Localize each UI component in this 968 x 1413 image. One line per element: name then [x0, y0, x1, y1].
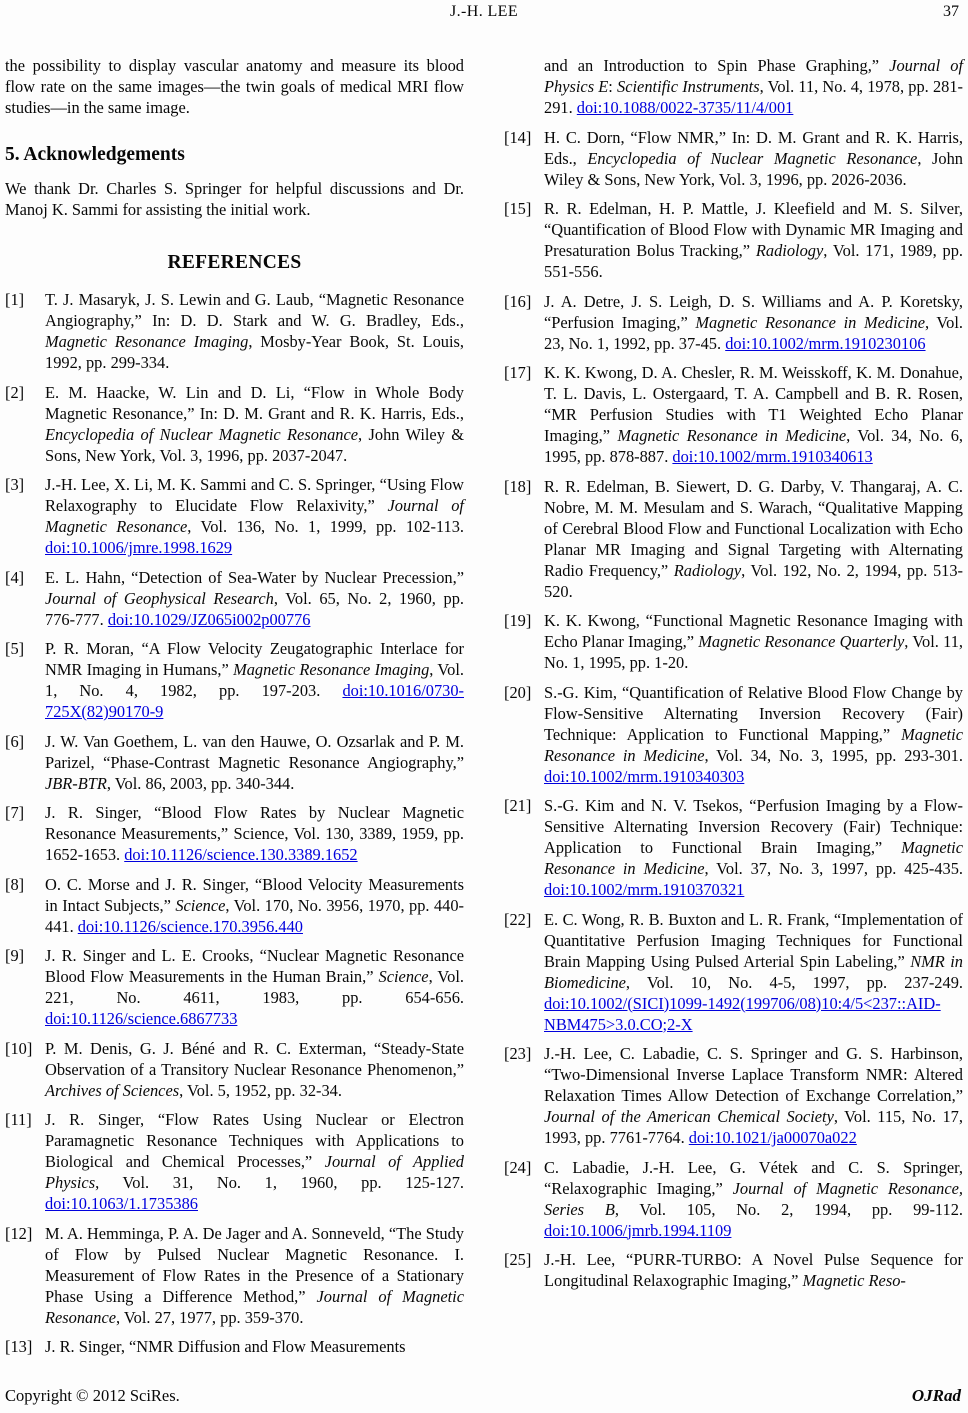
references-list-right: [504, 55, 963, 1291]
acknowledgements-paragraph: We thank Dr. Charles S. Springer for helpful discussions and Dr. Manoj K. Sammi for assisting the initial work.: [5, 179, 464, 219]
citation-text: M. A. Hemminga, P. A. De Jager and A. Sonneveld, “The Study of Flow by Pulsed Nuclear Magnetic Resonance. I. Measurement of Flow Rates in the Presence of a Stationary Phase Using a Difference Method,”: [45, 1223, 464, 1306]
reference-text: [45, 802, 464, 865]
citation-text: J.-H. Lee, X. Li, M. K. Sammi and C. S. Springer, “Using Flow Relaxography to Elucidate Flow Relaxivity,”: [45, 475, 464, 515]
journal-title: Journal of Applied Physics: [45, 1152, 464, 1192]
doi-link[interactable]: doi:10.1126/science.130.3389.1652: [124, 845, 358, 864]
reference-item: [5, 1109, 464, 1214]
citation-text: J. A. Detre, J. S. Leigh, D. S. Williams and A. P. Koretsky, “Perfusion Imaging,”: [544, 291, 963, 332]
reference-continuation: [504, 55, 963, 118]
reference-item: [504, 682, 963, 787]
reference-text: [45, 638, 464, 722]
reference-text: [544, 795, 963, 900]
reference-number: [12]: [5, 1223, 33, 1243]
reference-text: [45, 1336, 464, 1357]
citation-text: , Vol. 27, 1977, pp. 359-370.: [116, 1307, 304, 1327]
doi-link[interactable]: doi:10.1029/JZ065i002p00776: [107, 609, 311, 629]
reference-text: [45, 382, 464, 466]
doi-link[interactable]: doi:10.1002/mrm.1910370321: [544, 880, 745, 899]
reference-item: [504, 909, 963, 1035]
references-list-left: [5, 289, 464, 1357]
reference-number: [7]: [5, 803, 25, 822]
reference-item: [504, 198, 963, 282]
reference-item: [5, 1336, 464, 1357]
citation-text: J. R. Singer, “Blood Flow Rates by Nuclear Magnetic Resonance Measurements,” Science, Vol. 130, 3389, 1959, pp. 1652-1653.: [45, 803, 464, 864]
reference-text: [544, 55, 963, 118]
reference-item: [5, 731, 464, 794]
journal-title: Journal of the American Chemical Society: [544, 1107, 834, 1126]
reference-number: [25]: [504, 1250, 532, 1269]
citation-text: E. M. Haacke, W. Lin and D. Li, “Flow in Whole Body Magnetic Resonance,” In: D. M. Grant and R. K. Harris, Eds.,: [45, 382, 464, 423]
citation-text: , Vol. 221, No. 4611, 1983, pp. 654-656.: [45, 967, 464, 1007]
reference-number: [17]: [504, 363, 532, 382]
doi-link[interactable]: doi:10.1016/0730-725X(82)90170-9: [45, 681, 464, 721]
journal-title: Magnetic Resonance in Medicine: [544, 724, 963, 765]
acknowledgements-heading: 5. Acknowledgements: [5, 144, 185, 165]
reference-item: [5, 1223, 464, 1328]
reference-item: [504, 1157, 963, 1241]
citation-text: J. R. Singer, “NMR Diffusion and Flow Measurements: [45, 1337, 406, 1356]
references-heading: REFERENCES: [167, 252, 302, 273]
reference-number: [16]: [504, 291, 532, 311]
citation-text: , John Wiley & Sons, New York, Vol. 3, 1996, pp. 2037-2047.: [45, 424, 464, 465]
citation-text: C. Labadie, J.-H. Lee, G. Vétek and C. S. Springer, “Relaxographic Imaging,”: [544, 1157, 963, 1198]
page-number: 37: [943, 3, 959, 20]
citation-text: :: [608, 77, 618, 96]
reference-number: [1]: [5, 290, 25, 309]
citation-text: , John Wiley & Sons, New York, Vol. 3, 1996, pp. 2026-2036.: [544, 148, 963, 189]
citation-text: , Vol. 34, No. 3, 1995, pp. 293-301.: [704, 745, 964, 765]
reference-text: [544, 291, 963, 354]
two-column-body: [5, 55, 963, 1366]
reference-text: [544, 1249, 963, 1291]
citation-text: R. R. Edelman, H. P. Mattle, J. Kleefield and M. S. Silver, “Quantification of Blood Flow with Dynamic MR Imaging and Presaturation Bolus Tracking,”: [544, 199, 963, 260]
journal-title: Radiology: [755, 241, 824, 260]
reference-text: [45, 874, 464, 937]
reference-text: [544, 1043, 963, 1148]
journal-title: Magnetic Resonance Imaging: [233, 660, 430, 679]
reference-item: [5, 802, 464, 865]
reference-number: [18]: [504, 476, 532, 496]
reference-text: [45, 945, 464, 1029]
citation-text: , Vol. 170, No. 3956, 1970, pp. 440-441.: [45, 895, 464, 936]
reference-text: [45, 289, 464, 373]
journal-title: Magnetic Resonance Quarterly: [698, 632, 905, 651]
doi-link[interactable]: doi:10.1126/science.170.3956.440: [77, 916, 303, 936]
journal-title: JBR-BTR: [45, 773, 107, 793]
citation-text: J. W. Van Goethem, L. van den Hauwe, O. Ozsarlak and P. M. Parizel, “Phase-Contrast Magnetic Resonance Angiography,”: [45, 731, 464, 772]
intro-paragraph: the possibility to display vascular anatomy and measure its blood flow rate on the same images—the twin goals of medical MRI flow studies—in the same image.: [5, 56, 464, 117]
reference-text: [45, 1038, 464, 1101]
citation-text: , Vol. 105, No. 2, 1994, pp. 99-112.: [614, 1199, 963, 1219]
journal-abbreviation: OJRad: [911, 1386, 961, 1405]
journal-title: Journal of Magnetic Resonance: [45, 496, 464, 536]
citation-text: E. C. Wong, R. B. Buxton and L. R. Frank, “Implementation of Quantitative Perfusion Imaging Techniques for Functional Brain Mapping Using Pulsed Arterial Spin Labeling,”: [544, 909, 963, 971]
citation-text: , Vol. 171, 1989, pp. 551-556.: [544, 241, 963, 281]
citation-text: , Vol. 5, 1952, pp. 32-34.: [179, 1080, 342, 1100]
doi-link[interactable]: doi:10.1006/jmre.1998.1629: [45, 538, 233, 557]
journal-title: NMR in Biomedicine: [544, 951, 963, 992]
journal-title: Magnetic Resonance Imaging: [45, 332, 249, 351]
reference-item: [5, 567, 464, 630]
citation-text: , Vol. 10, No. 4-5, 1997, pp. 237-249.: [625, 972, 963, 992]
journal-title: Archives of Sciences: [45, 1080, 180, 1100]
citation-text: , Vol. 11, No. 4, 1978, pp. 281-291.: [544, 77, 964, 117]
right-column: [504, 55, 963, 1366]
journal-title: Radiology: [673, 560, 742, 580]
citation-text: , Vol. 136, No. 1, 1999, pp. 102-113.: [187, 517, 464, 536]
journal-title: Scientific Instruments: [617, 77, 760, 96]
reference-number: [504, 55, 544, 118]
reference-item: [5, 382, 464, 466]
reference-number: [3]: [5, 475, 25, 494]
citation-text: , Vol. 65, No. 2, 1960, pp. 776-777.: [45, 588, 464, 629]
reference-item: [504, 476, 963, 602]
reference-item: [5, 474, 464, 558]
reference-text: [544, 610, 963, 673]
citation-text: and an Introduction to Spin Phase Graphing,”: [544, 56, 890, 75]
citation-text: O. C. Morse and J. R. Singer, “Blood Velocity Measurements in Intact Subjects,”: [45, 874, 464, 915]
reference-number: [2]: [5, 382, 25, 402]
reference-number: [14]: [504, 127, 532, 147]
reference-item: [504, 127, 963, 190]
doi-link[interactable]: doi:10.1063/1.1735386: [45, 1194, 198, 1213]
reference-text: [544, 476, 963, 602]
journal-title: Journal of Physics E: [544, 56, 964, 96]
journal-title: Encyclopedia of Nuclear Magnetic Resonance: [587, 148, 918, 168]
doi-link[interactable]: doi:10.1002/mrm.1910230106: [725, 333, 926, 353]
reference-text: [45, 1109, 464, 1214]
citation-text: , Vol. 86, 2003, pp. 340-344.: [106, 773, 295, 793]
citation-text: E. L. Hahn, “Detection of Sea-Water by Nuclear Precession,”: [45, 567, 464, 587]
reference-item: [504, 795, 963, 900]
doi-link[interactable]: doi:10.1021/ja00070a022: [688, 1128, 857, 1147]
reference-number: [8]: [5, 874, 25, 894]
citation-text: R. R. Edelman, B. Siewert, D. G. Darby, V. Thangaraj, A. C. Nobre, M. M. Mesulam and S. Warach, “Qualitative Mapping of Cerebral Blood Flow and Functional Localization with Echo Planar MR Imaging and Signal Targeting with Alternating Radio Frequency,”: [544, 476, 963, 580]
citation-text: , Mosby-Year Book, St. Louis, 1992, pp. 299-334.: [45, 332, 464, 372]
reference-item: [5, 945, 464, 1029]
journal-title: Magnetic Resonance in Medicine: [617, 426, 847, 445]
reference-item: [5, 289, 464, 373]
reference-item: [504, 291, 963, 354]
left-column: [5, 55, 464, 1366]
citation-text: J.-H. Lee, “PURR-TURBO: A Novel Pulse Sequence for Longitudinal Relaxographic Imaging,”: [544, 1250, 963, 1290]
journal-title: Journal of Geophysical Research: [45, 588, 274, 608]
reference-number: [19]: [504, 611, 532, 630]
reference-number: [22]: [504, 909, 532, 929]
citation-text: , Vol. 1, No. 4, 1982, pp. 197-203.: [45, 660, 464, 700]
reference-text: [45, 731, 464, 794]
reference-number: [6]: [5, 731, 25, 751]
citation-text: , Vol. 115, No. 17, 1993, pp. 7761-7764.: [544, 1107, 963, 1147]
reference-item: [504, 1043, 963, 1148]
doi-link[interactable]: doi:10.1002/mrm.1910340613: [672, 447, 873, 466]
citation-text: , Vol. 34, No. 6, 1995, pp. 878-887.: [544, 426, 963, 466]
citation-text: J. R. Singer and L. E. Crooks, “Nuclear Magnetic Resonance Blood Flow Measurements in the Human Brain,”: [45, 946, 464, 986]
copyright-notice: Copyright © 2012 SciRes.: [5, 1386, 180, 1405]
journal-title: Magnetic Resonance in Medicine: [695, 312, 925, 332]
reference-number: [13]: [5, 1337, 33, 1356]
journal-title: Magnetic Reso-: [802, 1271, 906, 1290]
reference-number: [21]: [504, 796, 532, 815]
doi-link[interactable]: doi:10.1126/science.6867733: [45, 1009, 238, 1028]
citation-text: P. M. Denis, G. J. Béné and R. C. Exterman, “Steady-State Observation of a Transitory Nuclear Resonance Phenomenon,”: [45, 1038, 464, 1079]
reference-number: [10]: [5, 1038, 33, 1058]
reference-text: [544, 682, 963, 787]
journal-title: Encyclopedia of Nuclear Magnetic Resonance: [45, 424, 359, 444]
journal-title: Science: [378, 967, 429, 986]
citation-text: , Vol. 23, No. 1, 1992, pp. 37-45.: [544, 312, 964, 353]
reference-number: [9]: [5, 946, 25, 965]
journal-title: Journal of Magnetic Resonance, Series B: [544, 1178, 963, 1219]
reference-text: [544, 1157, 963, 1241]
doi-link[interactable]: doi:10.1002/(SICI)1099-1492(199706/08)10:4/5<237::AID-NBM475>3.0.CO;2-X: [544, 993, 941, 1034]
reference-number: [5]: [5, 639, 25, 658]
reference-text: [544, 198, 963, 282]
citation-text: S.-G. Kim and N. V. Tsekos, “Perfusion Imaging by a Flow-Sensitive Alternating Inversion Recovery (Fair) Technique: Application to Functional Brain Imaging,”: [544, 796, 963, 857]
reference-number: [23]: [504, 1044, 532, 1063]
running-title: J.-H. LEE: [449, 3, 519, 20]
reference-number: [15]: [504, 199, 532, 218]
citation-text: K. K. Kwong, “Functional Magnetic Resonance Imaging with Echo Planar Imaging,”: [544, 611, 963, 651]
reference-text: [45, 474, 464, 558]
doi-link[interactable]: doi:10.1006/jmrb.1994.1109: [544, 1220, 732, 1240]
reference-text: [45, 567, 464, 630]
reference-text: [544, 127, 963, 190]
reference-number: [11]: [5, 1110, 32, 1129]
doi-link[interactable]: doi:10.1002/mrm.1910340303: [544, 766, 745, 786]
citation-text: K. K. Kwong, D. A. Chesler, R. M. Weisskoff, K. M. Donahue, T. L. Davis, L. Ostergaard, T. A. Campbell and B. R. Rosen, “MR Perfusion Studies with T1 Weighted Echo Planar Imaging,”: [544, 363, 963, 445]
citation-text: , Vol. 11, No. 1, 1995, pp. 1-20.: [544, 632, 964, 672]
citation-text: J. R. Singer, “Flow Rates Using Nuclear or Electron Paramagnetic Resonance Techniques with Applications to Biological and Chemical Processes,”: [45, 1110, 464, 1171]
reference-item: [504, 362, 963, 467]
reference-number: [4]: [5, 567, 25, 587]
citation-text: J.-H. Lee, C. Labadie, C. S. Springer and G. S. Harbinson, “Two-Dimensional Inverse Laplace Transform NMR: Altered Relaxation Times Allow Detection of Exchange Correlation,”: [544, 1044, 963, 1105]
journal-title: Magnetic Resonance in Medicine: [544, 838, 963, 878]
reference-item: [504, 610, 963, 673]
reference-item: [5, 874, 464, 937]
citation-text: , Vol. 37, No. 3, 1997, pp. 425-435.: [704, 859, 964, 878]
citation-text: , Vol. 31, No. 1, 1960, pp. 125-127.: [95, 1173, 464, 1192]
reference-item: [504, 1249, 963, 1291]
citation-text: T. J. Masaryk, J. S. Lewin and G. Laub, “Magnetic Resonance Angiography,” In: D. D. Stark and W. G. Bradley, Eds.,: [45, 290, 464, 330]
citation-text: P. R. Moran, “A Flow Velocity Zeugatographic Interlace for NMR Imaging in Humans,”: [45, 639, 464, 679]
reference-text: [544, 909, 963, 1035]
citation-text: S.-G. Kim, “Quantification of Relative Blood Flow Change by Flow-Sensitive Alternating Inversion Recovery (Fair) Technique: Application to Functional Mapping,”: [544, 682, 963, 744]
journal-title: Journal of Magnetic Resonance: [45, 1286, 464, 1327]
citation-text: , Vol. 192, No. 2, 1994, pp. 513-520.: [544, 560, 963, 601]
reference-number: [20]: [504, 682, 532, 702]
reference-text: [45, 1223, 464, 1328]
journal-title: Science: [175, 895, 226, 915]
citation-text: H. C. Dorn, “Flow NMR,” In: D. M. Grant and R. K. Harris, Eds.,: [544, 127, 963, 168]
doi-link[interactable]: doi:10.1088/0022-3735/11/4/001: [576, 98, 794, 117]
reference-text: [544, 362, 963, 467]
reference-item: [5, 1038, 464, 1101]
reference-item: [5, 638, 464, 722]
reference-number: [24]: [504, 1157, 532, 1177]
